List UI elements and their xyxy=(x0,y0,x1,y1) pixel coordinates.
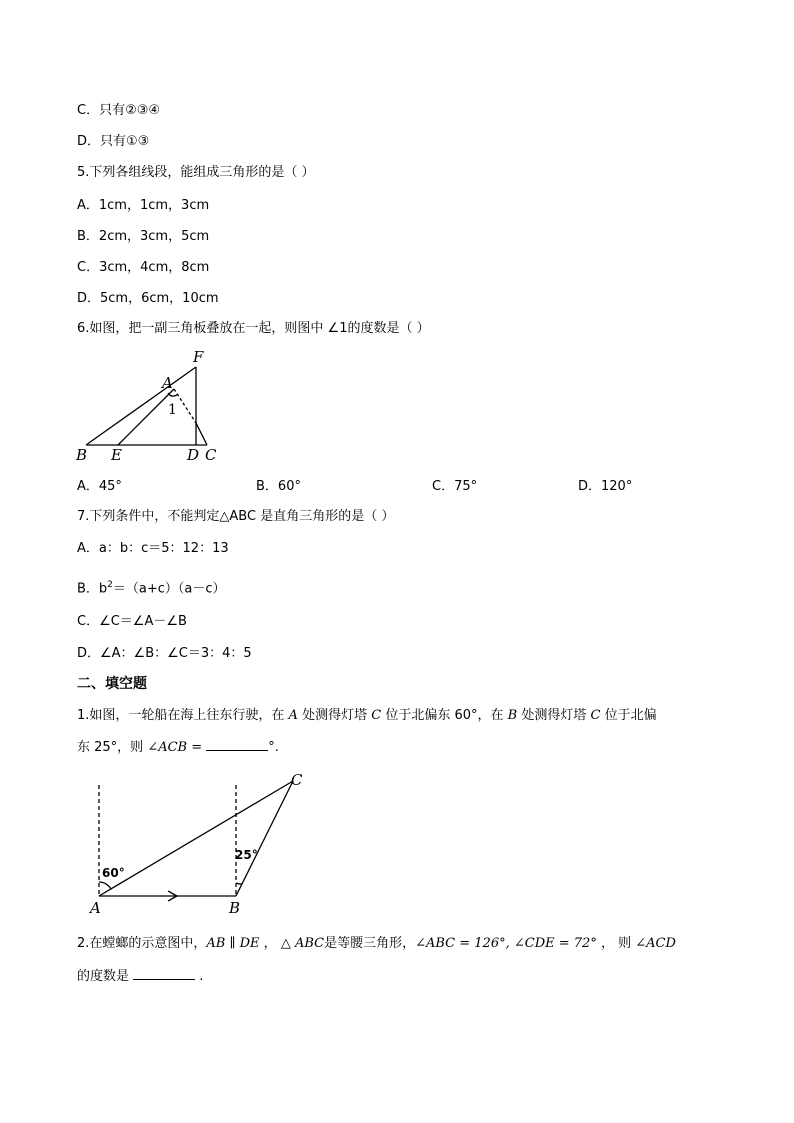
q6-stem: 6.如图，把一副三角板叠放在一起，则图中 ∠1的度数是（ ） xyxy=(77,321,430,336)
fill2-expr-parallel: AB ∥ DE xyxy=(206,936,260,951)
fill1-var-a: A xyxy=(288,708,298,723)
fill1-text-1: 1.如图，一轮船在海上往东行驶，在 xyxy=(77,708,285,723)
q7-option-b-prefix: B．b xyxy=(77,581,108,597)
q6-label-d: D xyxy=(187,446,200,464)
q4-option-d: D．只有①③ xyxy=(77,134,150,149)
q4-option-c: C．只有②③④ xyxy=(77,103,161,118)
q5-option-d: D．5cm，6cm，10cm xyxy=(77,291,219,306)
q5-option-a: A．1cm，1cm，3cm xyxy=(77,198,210,213)
fill2-text-4: ， 则 xyxy=(600,936,632,951)
fill2-text-1: 2.在螳螂的示意图中， xyxy=(77,936,207,951)
fill2-line1 xyxy=(77,936,676,952)
q6-label-angle-1: 1 xyxy=(168,402,177,418)
q6-label-e: E xyxy=(111,446,122,464)
q6-segment-fc xyxy=(196,423,207,445)
fill1-label-b: B xyxy=(229,899,241,917)
q7-option-d: D．∠A：∠B：∠C＝3：4：5 xyxy=(77,646,252,661)
fill2-text-3: 是等腰三角形， xyxy=(324,936,416,951)
fill2-answer-blank[interactable] xyxy=(133,967,195,980)
q6-label-a: A xyxy=(162,374,173,392)
fill1-angle-arc-a xyxy=(99,882,111,889)
fill1-text-5: 位于北偏 xyxy=(604,708,657,723)
fill2-line2 xyxy=(77,967,203,985)
q6-label-f: F xyxy=(193,348,204,366)
fill2-text-2: ， xyxy=(263,936,277,951)
fill2-expr-angles: ∠ABC = 126°, ∠CDE = 72° xyxy=(415,936,597,951)
fill1-bearing-figure xyxy=(82,770,312,920)
fill1-angle-expr: ∠ACB = xyxy=(147,740,203,755)
fill2-expr-triangle: △ ABC xyxy=(280,936,325,951)
q7-option-b-exponent: 2 xyxy=(107,580,113,590)
q6-segment-ac-dashed xyxy=(174,389,196,423)
q7-option-b xyxy=(77,577,226,597)
fill1-angle-a-label: 60° xyxy=(102,866,125,880)
q6-option-a: A．45° xyxy=(77,479,122,494)
q6-label-b: B xyxy=(76,446,88,464)
fill1-var-c2: C xyxy=(590,708,601,723)
q6-triangle-figure xyxy=(70,345,230,467)
fill1-var-b: B xyxy=(507,708,518,723)
fill2-text-5: 的度数是 xyxy=(77,969,130,984)
fill1-label-c: C xyxy=(291,771,303,789)
fill2-expr-acd: ∠ACD xyxy=(635,936,676,951)
fill1-angle-b-label: 25° xyxy=(235,848,258,862)
fill1-line1 xyxy=(77,708,657,724)
fill1-text-6: 东 25°，则 xyxy=(77,740,144,755)
q7-option-b-suffix: ＝（a+c）（a－c） xyxy=(112,581,226,597)
fill2-text-6: . xyxy=(199,969,204,984)
fill1-answer-blank[interactable] xyxy=(206,738,268,751)
q6-option-c: C．75° xyxy=(432,479,478,494)
fill1-var-c: C xyxy=(371,708,382,723)
fill1-text-3: 位于北偏东 60°，在 xyxy=(385,708,504,723)
q7-option-c: C．∠C＝∠A－∠B xyxy=(77,614,187,629)
section-title-fill-in: 二、填空题 xyxy=(77,676,147,692)
q6-option-d: D．120° xyxy=(578,479,633,494)
fill1-text-7: °. xyxy=(268,740,279,755)
q5-option-c: C．3cm，4cm，8cm xyxy=(77,260,210,275)
q6-segment-bf xyxy=(86,367,196,445)
fill1-text-2: 处测得灯塔 xyxy=(302,708,368,723)
q7-option-a: A．a：b：c＝5：12：13 xyxy=(77,541,229,556)
q7-stem: 7.下列条件中，不能判定△ABC 是直角三角形的是（ ） xyxy=(77,509,395,524)
q6-label-c: C xyxy=(205,446,217,464)
q6-option-b: B．60° xyxy=(256,479,301,494)
fill1-text-4: 处测得灯塔 xyxy=(521,708,587,723)
fill1-label-a: A xyxy=(90,899,101,917)
fill1-angle-arc-b xyxy=(236,883,242,884)
q5-stem: 5.下列各组线段，能组成三角形的是（ ） xyxy=(77,165,315,180)
fill1-line2 xyxy=(77,738,279,756)
q5-option-b: B．2cm，3cm，5cm xyxy=(77,229,210,244)
